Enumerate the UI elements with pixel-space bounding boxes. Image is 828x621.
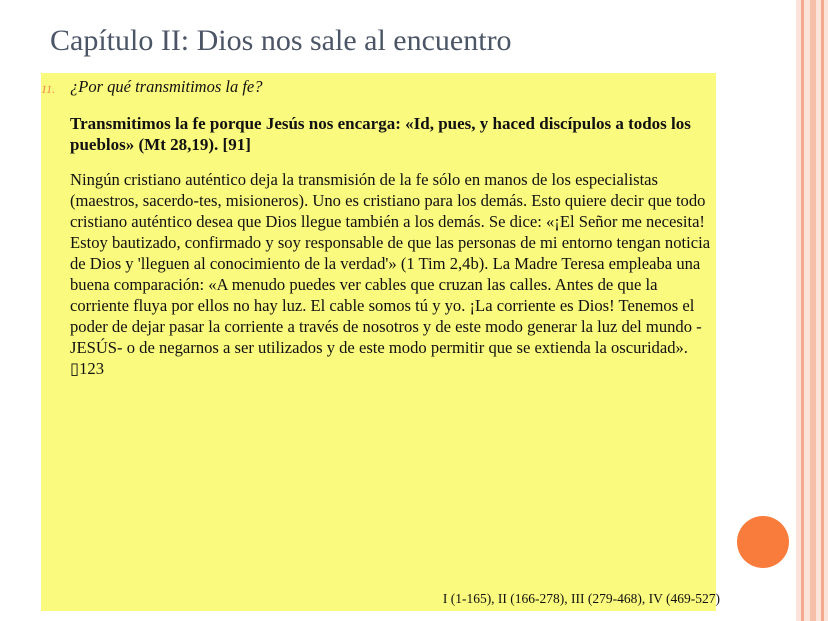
content-panel: [41, 73, 720, 611]
decorative-orange-circle: [737, 516, 789, 568]
decorative-stripe-line: [810, 0, 816, 621]
slide-title: Capítulo II: Dios nos sale al encuentro: [50, 24, 512, 57]
explanation-text: Ningún cristiano auténtico deja la transmisión de la fe sólo en manos de los especialistas (maestros, sacerdo-tes, misioneros). Uno es cristiano para los demás. Esto quiere decir que todo cristiano auténtico desea que Dios llegue también a los demás. Se dice: «¡El Señor me necesita! Estoy bautizado, confirmado y soy responsable de que las personas de mi entorno tengan noticia de Dios y 'lleguen al conocimiento de la verdad'» (1 Tim 2,4b). La Madre Teresa empleaba una buena comparación: «A menudo puedes ver cables que cruzan las calles. Antes de que la corriente fluya por ellos no hay luz. El cable somos tú y yo. ¡La corriente es Dios! Tenemos el poder de dejar pasar la corriente a través de nosotros y de este modo generar la luz del mundo -JESÚS- o de negarnos a ser utilizados y de este modo permitir que se extienda la oscuridad». ▯123: [70, 170, 711, 378]
question-number: 11.: [41, 82, 56, 96]
decorative-stripe-line: [801, 0, 804, 621]
question-text: ¿Por qué transmitimos la fe?: [70, 77, 263, 96]
section-reference: I (1-165), II (166-278), III (279-468), IV (469-527): [442, 591, 720, 606]
answer-text: Transmitimos la fe porque Jesús nos encarga: «Id, pues, y haced discípulos a todos los pueblos» (Mt 28,19). [91]: [70, 114, 691, 154]
decorative-stripe-line: [821, 0, 824, 621]
